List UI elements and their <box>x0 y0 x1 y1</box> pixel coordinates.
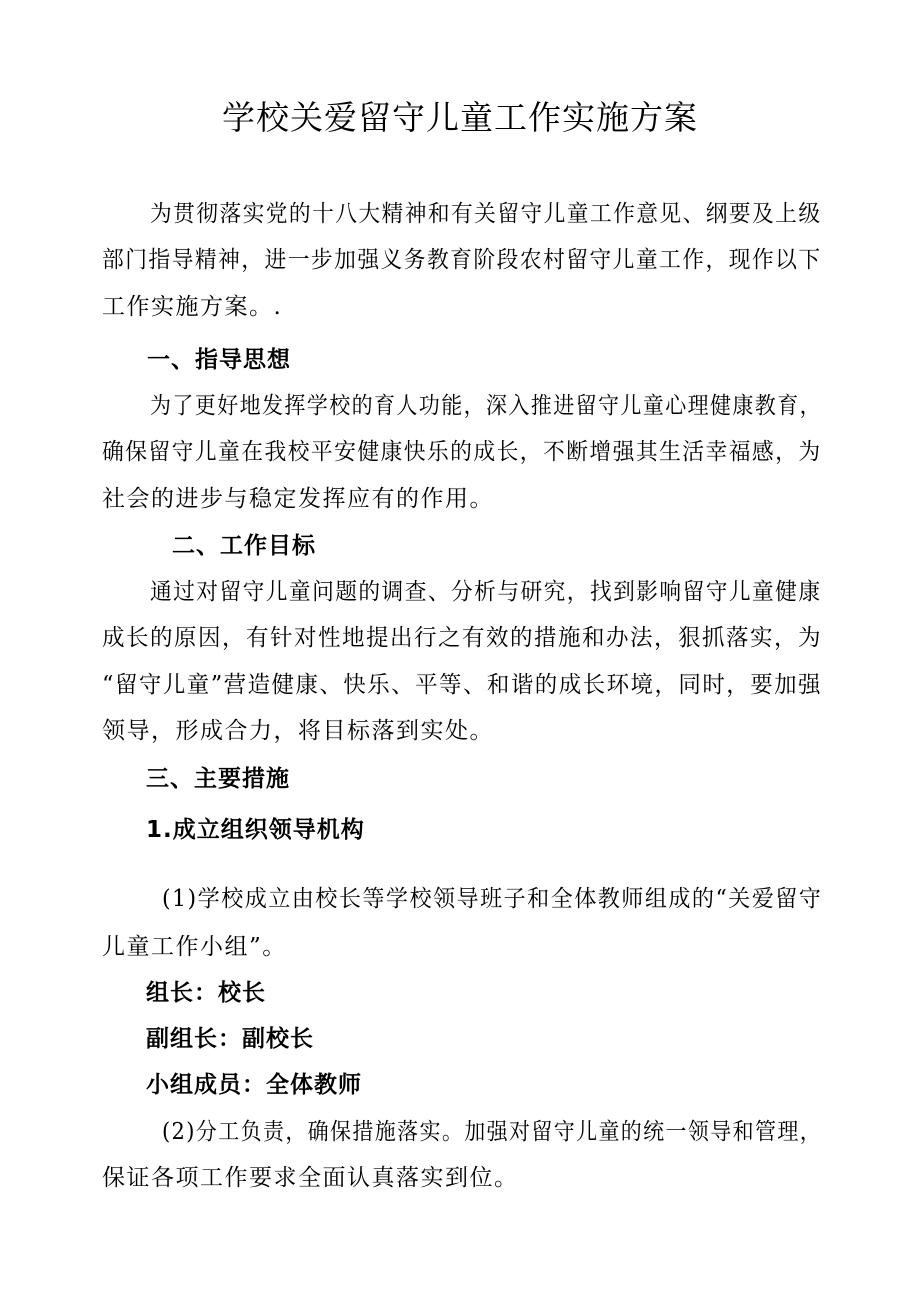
item1-line-2: 儿童工作小组”。 <box>102 934 287 960</box>
section1-heading: 一、指导思想 <box>147 347 291 373</box>
section2-heading: 二、工作目标 <box>172 533 316 559</box>
document-title: 学校关爱留守儿童工作实施方案 <box>222 98 698 137</box>
section1-line-2: 确保留守儿童在我校平安健康快乐的成长，不断增强其生活幸福感，为 <box>102 439 822 465</box>
item2-line-2: 保证各项工作要求全面认真落实到位。 <box>102 1165 519 1191</box>
section1-line-3: 社会的进步与稳定发挥应有的作用。 <box>102 486 494 512</box>
intro-line-2: 部门指导精神，进一步加强义务教育阶段农村留守儿童工作，现作以下 <box>102 247 822 273</box>
item1-line-1: (1)学校成立由校长等学校领导班子和全体教师组成的“关爱留守 <box>162 886 823 912</box>
section2-line-4: 领导，形成合力，将目标落到实处。 <box>102 718 494 744</box>
section3-heading: 三、主要措施 <box>146 766 290 792</box>
group-members: 小组成员：全体教师 <box>146 1072 362 1098</box>
section1-line-1: 为了更好地发挥学校的育人功能，深入推进留守儿童心理健康教育， <box>150 393 823 419</box>
intro-line-1: 为贯彻落实党的十八大精神和有关留守儿童工作意见、纲要及上级 <box>150 201 822 227</box>
intro-line-3: 工作实施方案。. <box>102 294 283 320</box>
section2-line-2: 成长的原因，有针对性地提出行之有效的措施和办法，狠抓落实，为 <box>102 625 823 651</box>
group-deputy: 副组长：副校长 <box>146 1026 314 1052</box>
group-leader: 组长：校长 <box>146 980 266 1006</box>
section2-line-1: 通过对留守儿童问题的调查、分析与研究，找到影响留守儿童健康 <box>150 579 822 605</box>
item2-line-1: (2)分工负责，确保措施落实。加强对留守儿童的统一领导和管理， <box>162 1119 823 1145</box>
section3-subheading: 1.成立组织领导机构 <box>146 817 365 843</box>
section2-line-3: “留守儿童”营造健康、快乐、平等、和谐的成长环境，同时，要加强 <box>102 672 823 698</box>
